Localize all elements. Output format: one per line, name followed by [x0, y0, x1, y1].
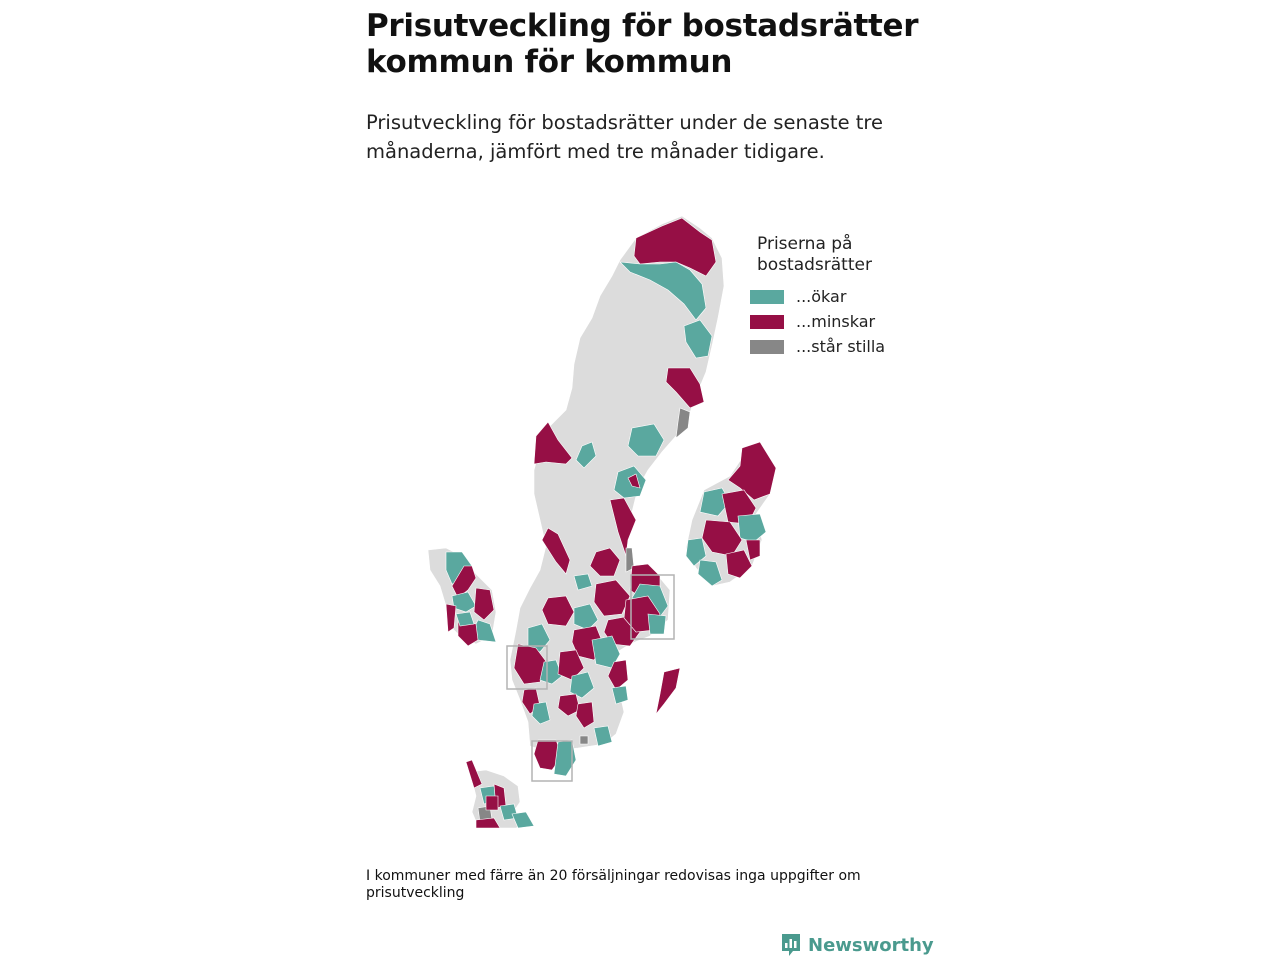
legend-label-decrease: ...minskar — [796, 312, 876, 331]
bar-chart-bubble-icon — [780, 932, 802, 958]
title-line-2: kommun för kommun — [366, 44, 733, 80]
footnote: I kommuner med färre än 20 försäljningar redovisas inga uppgifter om prisutveckling — [366, 868, 861, 901]
region-sodertalje — [648, 614, 666, 634]
subtitle-line-1: Prisutveckling för bostadsrätter under de senaste tre — [366, 111, 883, 134]
brand-name: Newsworthy — [808, 934, 934, 956]
legend-label-unchanged: ...står stilla — [796, 337, 886, 356]
subtitle-line-2: månaderna, jämfört med tre månader tidigare. — [366, 140, 825, 163]
gotland — [656, 668, 680, 714]
legend-item-increase — [750, 284, 910, 309]
legend-swatch-unchanged — [750, 340, 784, 354]
legend-title-line-2: bostadsrätter — [757, 255, 872, 275]
legend-swatch-increase — [750, 290, 784, 304]
legend-item-unchanged — [750, 334, 910, 359]
legend-title — [757, 234, 910, 276]
skane-inset-dec-4 — [486, 796, 498, 810]
region-blekinge-same — [580, 736, 588, 744]
newsworthy-logo[interactable] — [780, 932, 934, 958]
title-line-1: Prisutveckling för bostadsrätter — [366, 8, 919, 44]
map-legend — [750, 234, 910, 359]
legend-label-increase: ...ökar — [796, 287, 847, 306]
legend-title-line-1: Priserna på — [757, 234, 853, 254]
legend-item-decrease — [750, 309, 910, 334]
legend-swatch-decrease — [750, 315, 784, 329]
